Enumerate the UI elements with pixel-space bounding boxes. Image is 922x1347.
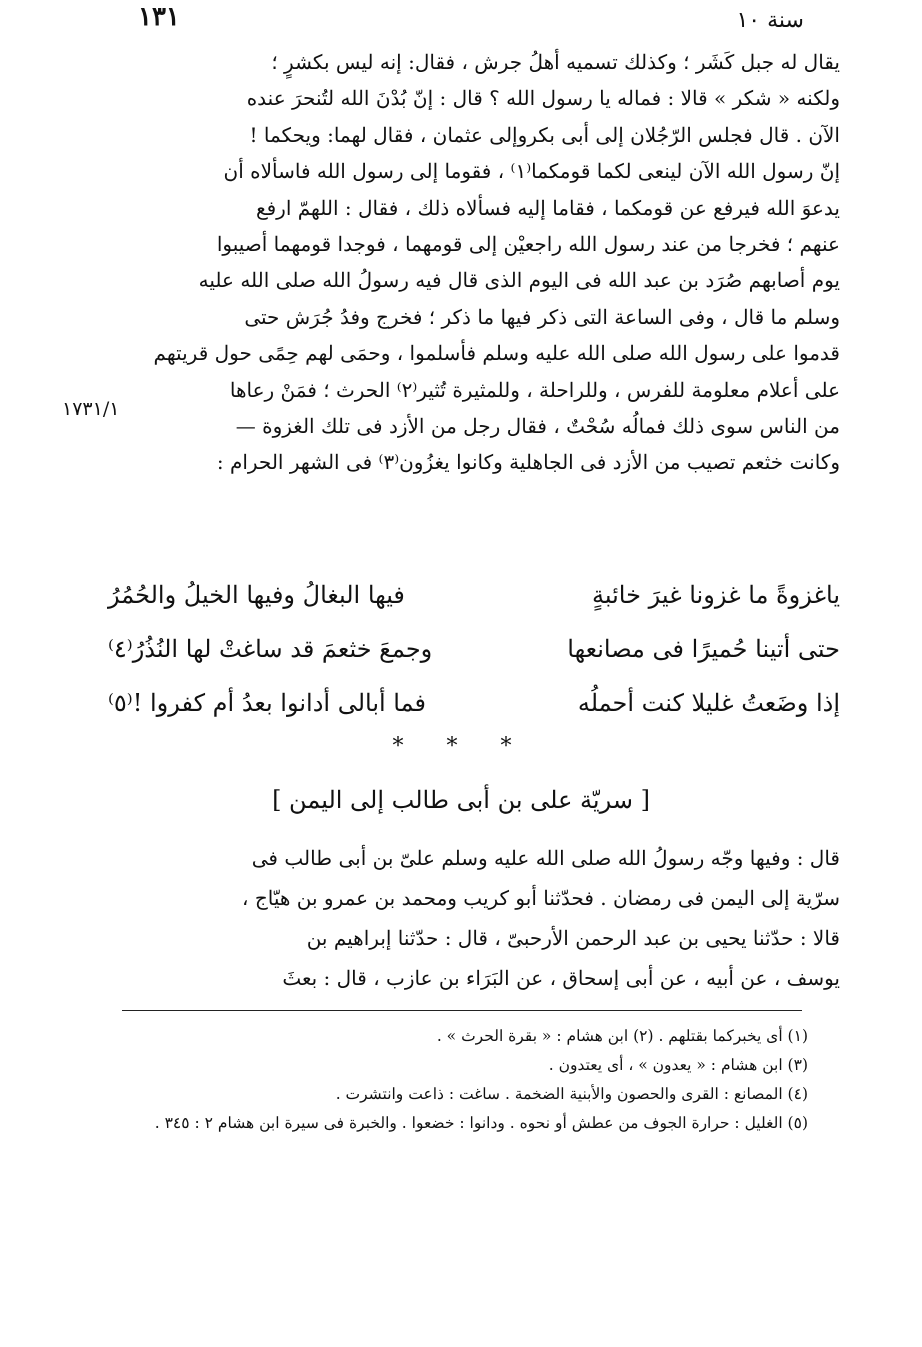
text-line: الآن . قال فجلس الرّجُلان إلى أبى بكروإلى عثمان ، فقال لهما: ويحكما ! <box>249 122 840 147</box>
footnote-divider <box>122 1010 802 1011</box>
section-text <box>108 838 840 998</box>
margin-reference: ١٧٣١/١ <box>62 398 120 420</box>
text-line: يدعوَ الله فيرفع عن قومكما ، فقاما إليه فسألاه ذلك ، فقال : اللهمّ ارفع <box>255 195 840 220</box>
page-header <box>0 0 922 40</box>
text-line: وكانت خثعم تصيب من الأزد فى الجاهلية وكانوا يغزُون⁽٣⁾ فى الشهر الحرام : <box>216 450 840 475</box>
text-line: على أعلام معلومة للفرس ، وللراحلة ، وللمثيرة تُثير⁽٢⁾ الحرث ؛ فمَنْ رعاها <box>229 377 840 402</box>
footnote: (٤) المصانع : القرى والحصون والأبنية الضخمة . ساغت : ذاعت وانتشرت . <box>335 1085 808 1103</box>
verse-second-hemistich: فما أبالى أدانوا بعدُ أم كفروا !⁽٥⁾ <box>108 689 426 717</box>
text-line: قال : وفيها وجّه رسولُ الله صلى الله عليه وسلم علىّ بن أبى طالب فى <box>251 846 840 870</box>
poem-verse <box>108 568 840 622</box>
footnote: (٥) الغليل : حرارة الجوف من عطش أو نحوه . ودانوا : خضعوا . والخبرة فى سيرة ابن هشام ٢ : ٣٤٥ . <box>154 1114 808 1132</box>
verse-second-hemistich: وجمعَ خثعمَ قد ساغتْ لها النُذُرُ⁽٤⁾ <box>108 635 433 663</box>
text-line: إنّ رسول الله الآن لينعى لكما قومكما⁽١⁾ ، فقوما إلى رسول الله فاسألاه أن <box>223 159 840 184</box>
footnotes <box>108 1022 808 1138</box>
poem <box>108 568 840 730</box>
page-number: ١٣١ <box>138 2 180 32</box>
section-heading: [ سريّة على بن أبى طالب إلى اليمن ] <box>272 786 650 814</box>
footnote: (٣) ابن هشام : « يعدون » ، أى يعتدون . <box>548 1056 808 1074</box>
text-line: ولكنه « شكر » قالا : فماله يا رسول الله ؟ قال : إنّ بُدْنَ الله لتُنحرَ عنده <box>246 86 840 111</box>
verse-second-hemistich: فيها البغالُ وفيها الخيلُ والحُمُرُ <box>108 581 405 609</box>
poem-verse <box>108 676 840 730</box>
verse-first-hemistich: ياغزوةً ما غزونا غيرَ خائبةٍ <box>592 581 840 609</box>
text-line: من الناس سوى ذلك فمالُه سُحْتٌ ، فقال رجل من الأزد فى تلك الغزوة — <box>235 414 840 439</box>
text-line: عنهم ؛ فخرجا من عند رسول الله راجعيْن إلى قومهما ، فوجدا قومهما أصيبوا <box>216 232 840 257</box>
verse-first-hemistich: إذا وضَعتُ غليلا كنت أحملُه <box>577 689 840 717</box>
text-line: يوسف ، عن أبيه ، عن أبى إسحاق ، عن البَرَاء بن عازب ، قال : بعثَ <box>282 966 840 990</box>
text-line: يقال له جبل كَشَر ؛ وكذلك تسميه أهلُ جرش ، فقال: إنه ليس بكشرٍ ؛ <box>271 50 840 74</box>
main-text <box>108 44 840 481</box>
section-separator: * * * <box>392 734 530 759</box>
poem-verse <box>108 622 840 676</box>
footnote: (١) أى يخبركما بقتلهم . (٢) ابن هشام : « بقرة الحرث » . <box>436 1027 808 1045</box>
text-line: سرّية إلى اليمن فى رمضان . فحدّثنا أبو كريب ومحمد بن عمرو بن هيّاج ، <box>242 886 840 910</box>
text-line: يوم أصابهم صُرَد بن عبد الله فى اليوم الذى قال فيه رسولُ الله صلى الله عليه <box>198 268 840 293</box>
verse-first-hemistich: حتى أتينا حُميرًا فى مصانعها <box>567 635 840 663</box>
text-line: قالا : حدّثنا يحيى بن عبد الرحمن الأرحبىّ ، قال : حدّثنا إبراهيم بن <box>306 926 840 950</box>
running-head-year: سنة ١٠ <box>736 8 804 33</box>
text-line: وسلم ما قال ، وفى الساعة التى ذكر فيها ما ذكر ؛ فخرج وفدُ جُرَش حتى <box>244 304 840 329</box>
text-line: قدموا على رسول الله صلى الله عليه وسلم فأسلموا ، وحمَى لهم حِمًى حول قريتهم <box>153 341 840 366</box>
